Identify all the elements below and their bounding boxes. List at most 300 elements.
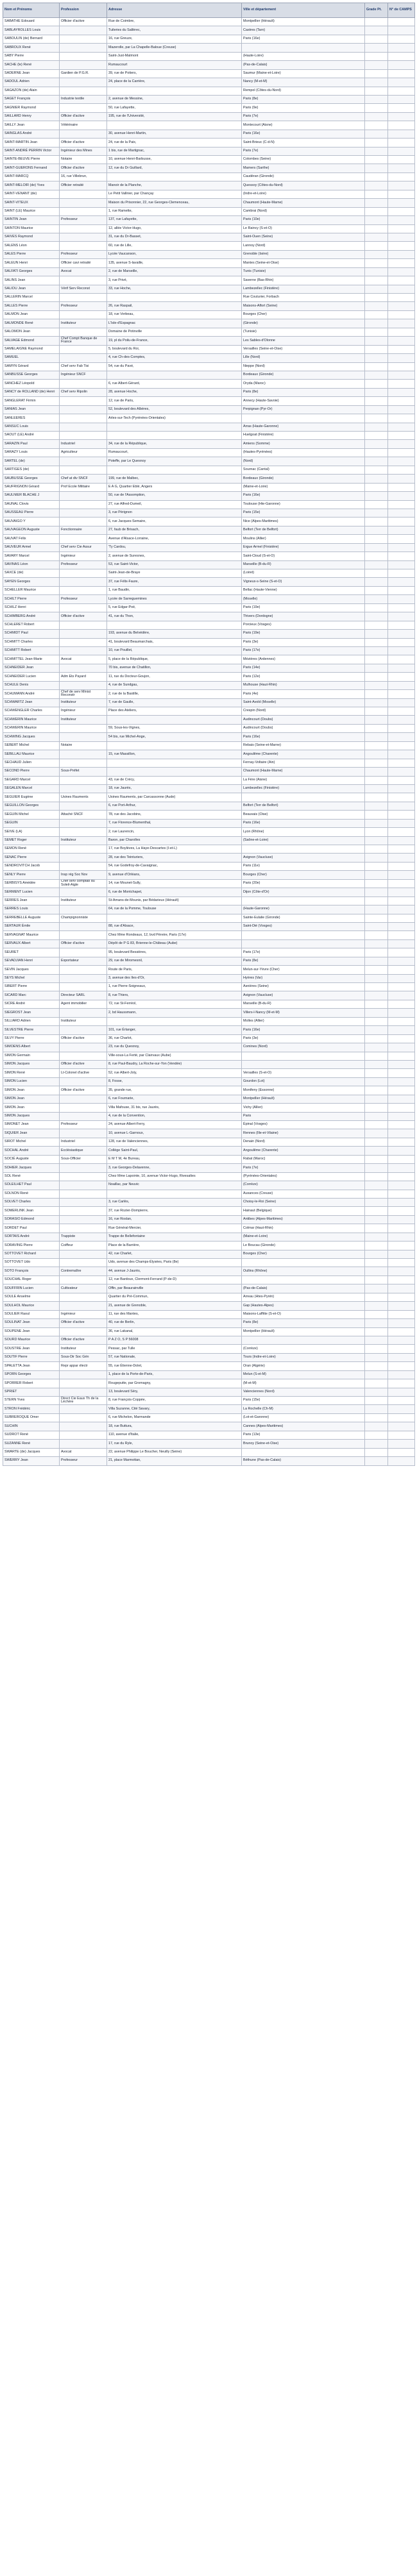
table-row <box>3 802 415 810</box>
cell-profession: Instituteur <box>60 319 107 328</box>
cell-city: Angoulême (Charente) <box>242 750 365 759</box>
cell-city: Mantes (Seine-et-Oise) <box>242 259 365 267</box>
cell-grade <box>365 1147 388 1155</box>
cell-city: (Moselle) <box>242 595 365 603</box>
cell-grade <box>365 811 388 819</box>
cell-city: Paris (15e) <box>242 509 365 517</box>
cell-city: Saint-Avold (Moselle) <box>242 698 365 707</box>
cell-name: SENLY Pierre <box>3 871 60 879</box>
table-row <box>3 397 415 405</box>
table-row <box>3 897 415 905</box>
cell-address: 1, rue Ramette, <box>107 207 242 215</box>
table-row <box>3 535 415 543</box>
cell-profession <box>60 1413 107 1422</box>
cell-profession: Officier cavi retraité <box>60 259 107 267</box>
table-row <box>3 1327 415 1336</box>
cell-address: Pessac, par Tulle <box>107 1345 242 1353</box>
cell-address: 52, rue Albert-Joly, <box>107 1069 242 1077</box>
cell-camp <box>388 328 415 336</box>
cell-camp <box>388 552 415 560</box>
cell-camp <box>388 922 415 930</box>
cell-grade <box>365 1327 388 1336</box>
cell-city: Montpellier (Hérault) <box>242 1095 365 1103</box>
cell-city: Paris (3e) <box>242 1034 365 1043</box>
cell-grade <box>365 457 388 466</box>
table-row <box>3 156 415 164</box>
cell-city: Marseille (B-du-R) <box>242 560 365 569</box>
cell-address: 60, rue de Lille, <box>107 242 242 250</box>
table-row <box>3 414 415 423</box>
table-row <box>3 1000 415 1008</box>
cell-grade <box>365 1275 388 1284</box>
cell-name: SALES Pierre <box>3 250 60 258</box>
table-row <box>3 1077 415 1086</box>
cell-city: Asnières (Seine) <box>242 983 365 991</box>
cell-city: Saverne (Bas-Rhin) <box>242 276 365 285</box>
table-row <box>3 526 415 534</box>
cell-name: SUDROT René <box>3 1431 60 1439</box>
cell-name: SARTIGES (de) <box>3 466 60 474</box>
cell-profession: Cultivateur <box>60 1284 107 1293</box>
cell-grade <box>365 1224 388 1233</box>
table-row <box>3 276 415 285</box>
cell-name: SOHIER Jacques <box>3 1164 60 1172</box>
cell-name: SOULIER Raoul <box>3 1310 60 1318</box>
cell-name: SAUSSEAU Pierre <box>3 509 60 517</box>
cell-profession <box>60 603 107 612</box>
cell-address: 40, rue de Berlin, <box>107 1319 242 1327</box>
cell-city <box>242 1448 365 1456</box>
cell-camp <box>388 1353 415 1361</box>
table-row <box>3 448 415 457</box>
cell-address: 2, avenue de Suresnes, <box>107 552 242 560</box>
table-row <box>3 914 415 922</box>
cell-address: 16, rue Roslan, <box>107 1215 242 1224</box>
cell-address: 8, rue François-Coppée, <box>107 1397 242 1405</box>
header-profession: Profession <box>60 3 107 18</box>
cell-address: 37, rue Rozier-Dompierre, <box>107 1207 242 1215</box>
cell-city: Bourges (Cher) <box>242 310 365 319</box>
cell-grade <box>365 1077 388 1086</box>
cell-name: SCHUMANN André <box>3 690 60 698</box>
cell-grade <box>365 733 388 741</box>
table-row <box>3 457 415 466</box>
cell-profession <box>60 432 107 440</box>
cell-address: Avenue d'Alsace-Lorraine, <box>107 535 242 543</box>
cell-address: 11, rue des Mantes, <box>107 1310 242 1318</box>
cell-grade <box>365 1086 388 1095</box>
cell-city <box>242 1060 365 1068</box>
cell-grade <box>365 828 388 836</box>
cell-address: 23, rue du Quesnoy, <box>107 1043 242 1052</box>
cell-camp <box>388 1095 415 1103</box>
cell-city: Le Raincy (S-et-O) <box>242 224 365 233</box>
table-row <box>3 1207 415 1215</box>
cell-name: SADERNE Jean <box>3 69 60 78</box>
cell-address: 4, rue Ch-des-Comptes, <box>107 354 242 362</box>
cell-address: Rumaucourt <box>107 61 242 69</box>
cell-name: SAMUEL <box>3 354 60 362</box>
cell-camp <box>388 526 415 534</box>
cell-profession: Chef serv Ripolin <box>60 388 107 396</box>
cell-grade <box>365 862 388 870</box>
cell-city: Ergue Armel (Finistère) <box>242 543 365 551</box>
cell-address: 88, rue d'Alsace, <box>107 922 242 930</box>
cell-city: Versailles (S-et-O) <box>242 1069 365 1077</box>
cell-name: SUBREROQUE Omer <box>3 1413 60 1422</box>
cell-camp <box>388 690 415 698</box>
cell-camp <box>388 673 415 681</box>
table-row <box>3 319 415 328</box>
cell-camp <box>388 1267 415 1275</box>
header-camp: N° de CAMPS <box>388 3 415 18</box>
cell-grade <box>365 440 388 448</box>
cell-profession <box>60 724 107 732</box>
cell-camp <box>388 380 415 388</box>
cell-camp <box>388 1198 415 1206</box>
cell-name: SAINT-VITEUX <box>3 199 60 207</box>
cell-city: Sournac (Cantal) <box>242 466 365 474</box>
table-row <box>3 1155 415 1163</box>
table-row <box>3 1104 415 1112</box>
cell-address: 12, rue Bardoux, Clermont-Ferrand (P-de-D) <box>107 1275 242 1284</box>
cell-profession <box>60 828 107 836</box>
cell-address: 59, Sous-les-Vignes, <box>107 724 242 732</box>
cell-profession <box>60 802 107 810</box>
cell-address: Trappe de Bellefontaine <box>107 1233 242 1241</box>
cell-camp <box>388 948 415 957</box>
cell-profession <box>60 1172 107 1181</box>
table-row <box>3 1242 415 1250</box>
cell-address: 101, rue Érlanger, <box>107 1026 242 1034</box>
cell-address: 8, rue Paul-Baudry, La Roche-sur-Yon (Vendée) <box>107 1060 242 1068</box>
cell-camp <box>388 905 415 914</box>
cell-profession <box>60 1431 107 1439</box>
cell-grade <box>365 1405 388 1413</box>
cell-address: 18, rue Buttura, <box>107 1422 242 1431</box>
cell-city: Nice (Alpes-Maritimes) <box>242 518 365 526</box>
cell-camp <box>388 939 415 948</box>
table-row <box>3 250 415 258</box>
cell-camp <box>388 310 415 319</box>
cell-camp <box>388 724 415 732</box>
cell-city: Lille (Nord) <box>242 354 365 362</box>
table-row <box>3 1310 415 1318</box>
table-row <box>3 888 415 897</box>
cell-profession: Direct Cie Eaux Th de la Léchère <box>60 1397 107 1405</box>
cell-name: SACHE (le) René <box>3 61 60 69</box>
cell-camp <box>388 130 415 138</box>
cell-profession <box>60 207 107 215</box>
cell-profession <box>60 380 107 388</box>
cell-profession <box>60 1164 107 1172</box>
cell-camp <box>388 1077 415 1086</box>
cell-name: SICRE André <box>3 1000 60 1008</box>
cell-grade <box>365 1104 388 1112</box>
cell-grade <box>365 259 388 267</box>
cell-name: SIEGROST Jean <box>3 1009 60 1017</box>
cell-city: Les Sables-d'Olonne <box>242 337 365 345</box>
cell-profession: Avocat <box>60 1448 107 1456</box>
cell-city <box>242 845 365 854</box>
table-row <box>3 939 415 948</box>
cell-profession: Professeur <box>60 302 107 310</box>
header-name: Nom et Prénoms <box>3 3 60 18</box>
cell-name: SEBILLAU Maurice <box>3 750 60 759</box>
cell-name: SOCIÉ Auguste <box>3 1155 60 1163</box>
cell-grade <box>365 948 388 957</box>
table-row <box>3 966 415 974</box>
cell-name: SERVAGNAT Maurice <box>3 931 60 939</box>
cell-profession <box>60 845 107 854</box>
cell-camp <box>388 1155 415 1163</box>
cell-city: Paris (19e) <box>242 630 365 638</box>
table-row <box>3 440 415 448</box>
table-row <box>3 768 415 776</box>
cell-city: Denain (Nord) <box>242 1138 365 1146</box>
cell-city: Paris (16e) <box>242 492 365 500</box>
cell-city: Paris (12e) <box>242 673 365 681</box>
cell-grade <box>365 1181 388 1190</box>
cell-address: Villa Suzanne, Cité Savary, <box>107 1405 242 1413</box>
cell-grade <box>365 1431 388 1439</box>
cell-city <box>242 44 365 52</box>
cell-city: Comines (Nord) <box>242 1043 365 1052</box>
cell-grade <box>365 224 388 233</box>
cell-grade <box>365 793 388 802</box>
cell-profession <box>60 1388 107 1396</box>
cell-profession: Attaché SNCF <box>60 811 107 819</box>
cell-profession <box>60 1215 107 1224</box>
cell-address: 28, rue des Teinturiers, <box>107 854 242 862</box>
cell-profession: Professeur <box>60 250 107 258</box>
cell-camp <box>388 862 415 870</box>
cell-name: SALLES Pierre <box>3 302 60 310</box>
cell-profession <box>60 1370 107 1379</box>
cell-address: 26, rue Raspail, <box>107 302 242 310</box>
table-row <box>3 698 415 707</box>
cell-address: Tuileries du Sallèrec, <box>107 26 242 35</box>
cell-city: Tours (Indre-et-Loire) <box>242 1353 365 1361</box>
table-row <box>3 1259 415 1267</box>
cell-grade <box>365 673 388 681</box>
cell-city: Arras (Haute-Garonne) <box>242 423 365 431</box>
cell-camp <box>388 405 415 414</box>
cell-profession <box>60 784 107 793</box>
cell-name: SAOUT (LE) André <box>3 432 60 440</box>
cell-city <box>242 414 365 423</box>
cell-city: Chaumont (Haute-Marne) <box>242 768 365 776</box>
cell-address: E M T M, 4e Bureau, <box>107 1155 242 1163</box>
cell-camp <box>388 888 415 897</box>
cell-camp <box>388 879 415 888</box>
table-row <box>3 1112 415 1120</box>
cell-name: SAUVEUR Armel <box>3 543 60 551</box>
cell-grade <box>365 405 388 414</box>
cell-profession <box>60 733 107 741</box>
cell-grade <box>365 26 388 35</box>
cell-profession: Gardien de P.G.R. <box>60 69 107 78</box>
cell-camp <box>388 931 415 939</box>
cell-grade <box>365 1242 388 1250</box>
table-row <box>3 475 415 483</box>
cell-city: La Rochelle (Ch-M) <box>242 1405 365 1413</box>
cell-name: SANLEERES <box>3 414 60 423</box>
cell-address: 36, rue Charlot, <box>107 1034 242 1043</box>
cell-name: SPALETTA Jean <box>3 1362 60 1370</box>
cell-city: Paris (9e) <box>242 104 365 112</box>
cell-profession: Professeur <box>60 1121 107 1129</box>
table-row <box>3 638 415 646</box>
table-row <box>3 854 415 862</box>
cell-camp <box>388 1190 415 1198</box>
cell-grade <box>365 267 388 276</box>
table-row <box>3 1138 415 1146</box>
cell-grade <box>365 1026 388 1034</box>
cell-camp <box>388 646 415 655</box>
cell-name: SEGUIER Eugène <box>3 793 60 802</box>
cell-city: Oullins (Rhône) <box>242 1267 365 1275</box>
cell-city: Nieppe (Nord) <box>242 362 365 371</box>
cell-name: SCHULE Denis <box>3 681 60 689</box>
cell-camp <box>388 1370 415 1379</box>
cell-grade <box>365 1267 388 1275</box>
cell-grade <box>365 595 388 603</box>
cell-grade <box>365 1319 388 1327</box>
cell-profession <box>60 1104 107 1112</box>
cell-address: 54, rue du Pavé, <box>107 362 242 371</box>
table-row <box>3 35 415 43</box>
cell-name: SCHELLER Maurice <box>3 586 60 594</box>
cell-grade <box>365 569 388 578</box>
cell-name: SILVY Pierre <box>3 1034 60 1043</box>
cell-address <box>107 173 242 181</box>
cell-profession: Ingénieur SNCF <box>60 371 107 379</box>
cell-city: Nancy (M-et-M) <box>242 78 365 87</box>
cell-address: Maison du Prisonnier, 22, rue Georges-Clemenceau, <box>107 199 242 207</box>
cell-grade <box>365 750 388 759</box>
cell-name: SWERRY Jean <box>3 1457 60 1465</box>
cell-camp <box>388 1017 415 1025</box>
cell-city: Angoulême (Charente) <box>242 1147 365 1155</box>
cell-city: Caudéran (Gironde) <box>242 173 365 181</box>
cell-address: 21, place Marmottan, <box>107 1457 242 1465</box>
cell-camp <box>388 1259 415 1267</box>
cell-camp <box>388 1362 415 1370</box>
table-row <box>3 466 415 474</box>
cell-name: SANCY de ROLLAND (de) Henri <box>3 388 60 396</box>
cell-grade <box>365 1009 388 1017</box>
cell-city <box>242 931 365 939</box>
cell-address: 57, rue Nationale, <box>107 1353 242 1361</box>
cell-grade <box>365 18 388 26</box>
cell-name: SERTAUR Émile <box>3 922 60 930</box>
cell-city: (Corrèze) <box>242 1181 365 1190</box>
cell-profession <box>60 1026 107 1034</box>
cell-profession <box>60 586 107 594</box>
table-row <box>3 681 415 689</box>
cell-city: Paris (8e) <box>242 95 365 103</box>
cell-camp <box>388 345 415 353</box>
cell-grade <box>365 768 388 776</box>
cell-city: Quessoy (Côtes-du-Nord) <box>242 181 365 190</box>
cell-grade <box>365 337 388 345</box>
cell-address: 18, rue Jaurès, <box>107 784 242 793</box>
table-row <box>3 500 415 509</box>
cell-city: Moulins (Allier) <box>242 535 365 543</box>
cell-city: Paris (8e) <box>242 388 365 396</box>
cell-address: 41, boulevard Beaumarchais, <box>107 638 242 646</box>
cell-city: Paris (8e) <box>242 1319 365 1327</box>
cell-grade <box>365 698 388 707</box>
cell-grade <box>365 914 388 922</box>
cell-camp <box>388 440 415 448</box>
cell-address: 6, rue Michelon, Marmande <box>107 1413 242 1422</box>
cell-city <box>242 1275 365 1284</box>
cell-name: SAINT-ANDRÉ PERRIN Victor <box>3 147 60 155</box>
cell-profession: Champignonniste <box>60 914 107 922</box>
cell-city: (Pyrénées-Orientales) <box>242 1172 365 1181</box>
cell-grade <box>365 500 388 509</box>
cell-grade <box>365 690 388 698</box>
cell-camp <box>388 294 415 302</box>
cell-city: Perpignan (Pyr-Or) <box>242 405 365 414</box>
cell-city: Hyères (Var) <box>242 974 365 982</box>
cell-grade <box>365 518 388 526</box>
cell-grade <box>365 285 388 293</box>
cell-profession: Ingénieur des Mines <box>60 147 107 155</box>
cell-address: 2, rue de la Bastille, <box>107 690 242 698</box>
cell-name: SERMENT Lucien <box>3 888 60 897</box>
cell-address: 10, rue Pouillet, <box>107 646 242 655</box>
cell-city: Annecy (Haute-Savoie) <box>242 397 365 405</box>
cell-city: Montpellier (Hérault) <box>242 1327 365 1336</box>
cell-camp <box>388 190 415 198</box>
cell-address: Arles-sur-Tech (Pyrénées-Orientales) <box>107 414 242 423</box>
cell-city: Paris (17e) <box>242 948 365 957</box>
cell-city: Bordeaux (Gironde) <box>242 371 365 379</box>
cell-camp <box>388 397 415 405</box>
cell-name: SEGUILLON Georges <box>3 802 60 810</box>
cell-camp <box>388 1009 415 1017</box>
cell-name: SARAZY Louis <box>3 448 60 457</box>
cell-profession: Industriel <box>60 1138 107 1146</box>
cell-name: SAUVAIGO Y <box>3 518 60 526</box>
table-row <box>3 492 415 500</box>
cell-profession <box>60 1190 107 1198</box>
table-row <box>3 345 415 353</box>
cell-name: SANGLERAT Firmin <box>3 397 60 405</box>
cell-profession: Officier retraité <box>60 181 107 190</box>
cell-name: SEYS Michel <box>3 974 60 982</box>
cell-address: 95, boulevard Bessières, <box>107 948 242 957</box>
cell-grade <box>365 1000 388 1008</box>
cell-camp <box>388 543 415 551</box>
cell-name: SAYEN Georges <box>3 578 60 586</box>
cell-camp <box>388 207 415 215</box>
cell-camp <box>388 1284 415 1293</box>
cell-city: Mamers (Sarthe) <box>242 164 365 173</box>
cell-city: Paris (7e) <box>242 112 365 121</box>
table-row <box>3 1379 415 1388</box>
cell-profession <box>60 466 107 474</box>
cell-name: SORTAIS André <box>3 1233 60 1241</box>
cell-name: SOULE Anselme <box>3 1293 60 1301</box>
cell-camp <box>388 871 415 879</box>
table-row <box>3 104 415 112</box>
table-row <box>3 1069 415 1077</box>
cell-grade <box>365 716 388 724</box>
